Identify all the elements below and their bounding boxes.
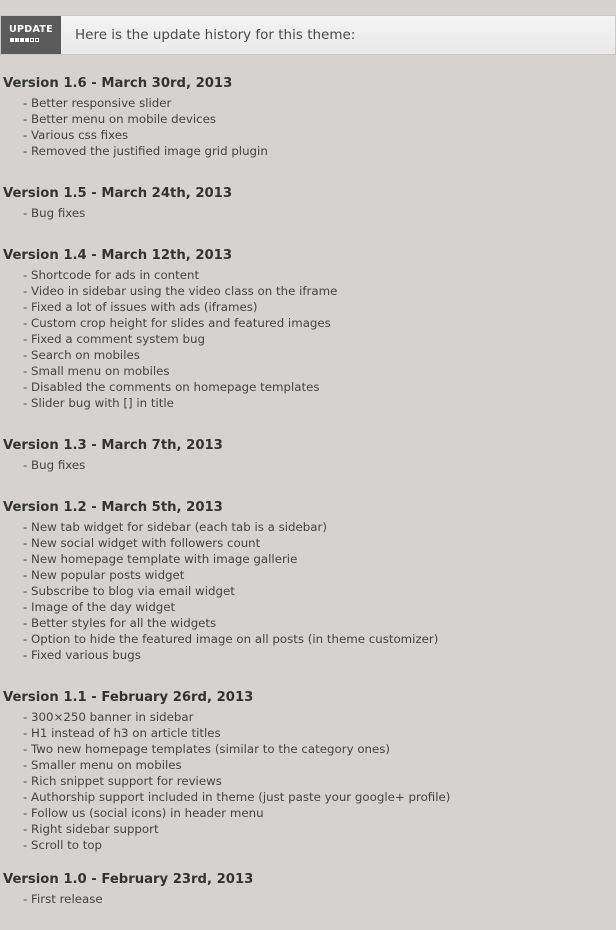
- change-list: [3, 205, 613, 221]
- change-item: - Disabled the comments on homepage templates: [23, 379, 613, 395]
- change-item: - Video in sidebar using the video class on the iframe: [23, 283, 613, 299]
- version-title: Version 1.0 - February 23rd, 2013: [3, 872, 254, 887]
- change-item: - Fixed various bugs: [23, 647, 613, 663]
- change-item: - Subscribe to blog via email widget: [23, 583, 613, 599]
- change-item: - New popular posts widget: [23, 567, 613, 583]
- badge-dot: [35, 38, 39, 42]
- change-item: - Smaller menu on mobiles: [23, 757, 613, 773]
- change-item: - H1 instead of h3 on article titles: [23, 725, 613, 741]
- change-item: - Better styles for all the widgets: [23, 615, 613, 631]
- badge-dot: [10, 38, 14, 42]
- version-section: [3, 246, 613, 411]
- progress-dots-icon: [10, 38, 39, 43]
- change-item: - First release: [23, 891, 613, 907]
- update-history: [3, 74, 613, 907]
- version-title: Version 1.6 - March 30rd, 2013: [3, 76, 233, 91]
- change-item: - Various css fixes: [23, 127, 613, 143]
- change-item: - Fixed a lot of issues with ads (iframes): [23, 299, 613, 315]
- change-item: - Bug fixes: [23, 205, 613, 221]
- change-item: - New tab widget for sidebar (each tab is a sidebar): [23, 519, 613, 535]
- change-item: - Small menu on mobiles: [23, 363, 613, 379]
- version-title: Version 1.5 - March 24th, 2013: [3, 186, 233, 201]
- change-item: - 300×250 banner in sidebar: [23, 709, 613, 725]
- change-item: - Removed the justified image grid plugin: [23, 143, 613, 159]
- update-badge-label: UPDATE: [9, 24, 53, 35]
- version-title: Version 1.2 - March 5th, 2013: [3, 500, 223, 515]
- change-item: - Better menu on mobile devices: [23, 111, 613, 127]
- version-section: [3, 436, 613, 473]
- version-section: [3, 74, 613, 159]
- change-list: [3, 709, 613, 853]
- badge-dot: [25, 38, 29, 42]
- change-item: - Right sidebar support: [23, 821, 613, 837]
- change-item: - Custom crop height for slides and featured images: [23, 315, 613, 331]
- change-item: - Image of the day widget: [23, 599, 613, 615]
- change-list: [3, 267, 613, 411]
- change-item: - Option to hide the featured image on all posts (in theme customizer): [23, 631, 613, 647]
- change-list: [3, 519, 613, 663]
- change-list: [3, 457, 613, 473]
- change-item: - New social widget with followers count: [23, 535, 613, 551]
- version-section: [3, 184, 613, 221]
- update-badge: [1, 16, 61, 54]
- change-item: - Shortcode for ads in content: [23, 267, 613, 283]
- change-list: [3, 891, 613, 907]
- change-item: - Fixed a comment system bug: [23, 331, 613, 347]
- change-item: - Authorship support included in theme (just paste your google+ profile): [23, 789, 613, 805]
- version-title: Version 1.1 - February 26rd, 2013: [3, 690, 254, 705]
- badge-dot: [30, 38, 34, 42]
- change-item: - Rich snippet support for reviews: [23, 773, 613, 789]
- update-banner: [0, 15, 616, 55]
- change-item: - Slider bug with [] in title: [23, 395, 613, 411]
- badge-dot: [15, 38, 19, 42]
- change-item: - Bug fixes: [23, 457, 613, 473]
- version-title: Version 1.3 - March 7th, 2013: [3, 438, 223, 453]
- change-item: - New homepage template with image gallerie: [23, 551, 613, 567]
- change-item: - Scroll to top: [23, 837, 613, 853]
- change-list: [3, 95, 613, 159]
- version-section: [3, 870, 613, 907]
- version-title: Version 1.4 - March 12th, 2013: [3, 248, 233, 263]
- change-item: - Two new homepage templates (similar to the category ones): [23, 741, 613, 757]
- change-item: - Follow us (social icons) in header menu: [23, 805, 613, 821]
- intro-text: Here is the update history for this theme:: [75, 27, 356, 43]
- badge-dot: [20, 38, 24, 42]
- change-item: - Search on mobiles: [23, 347, 613, 363]
- change-item: - Better responsive slider: [23, 95, 613, 111]
- version-section: [3, 688, 613, 853]
- version-section: [3, 498, 613, 663]
